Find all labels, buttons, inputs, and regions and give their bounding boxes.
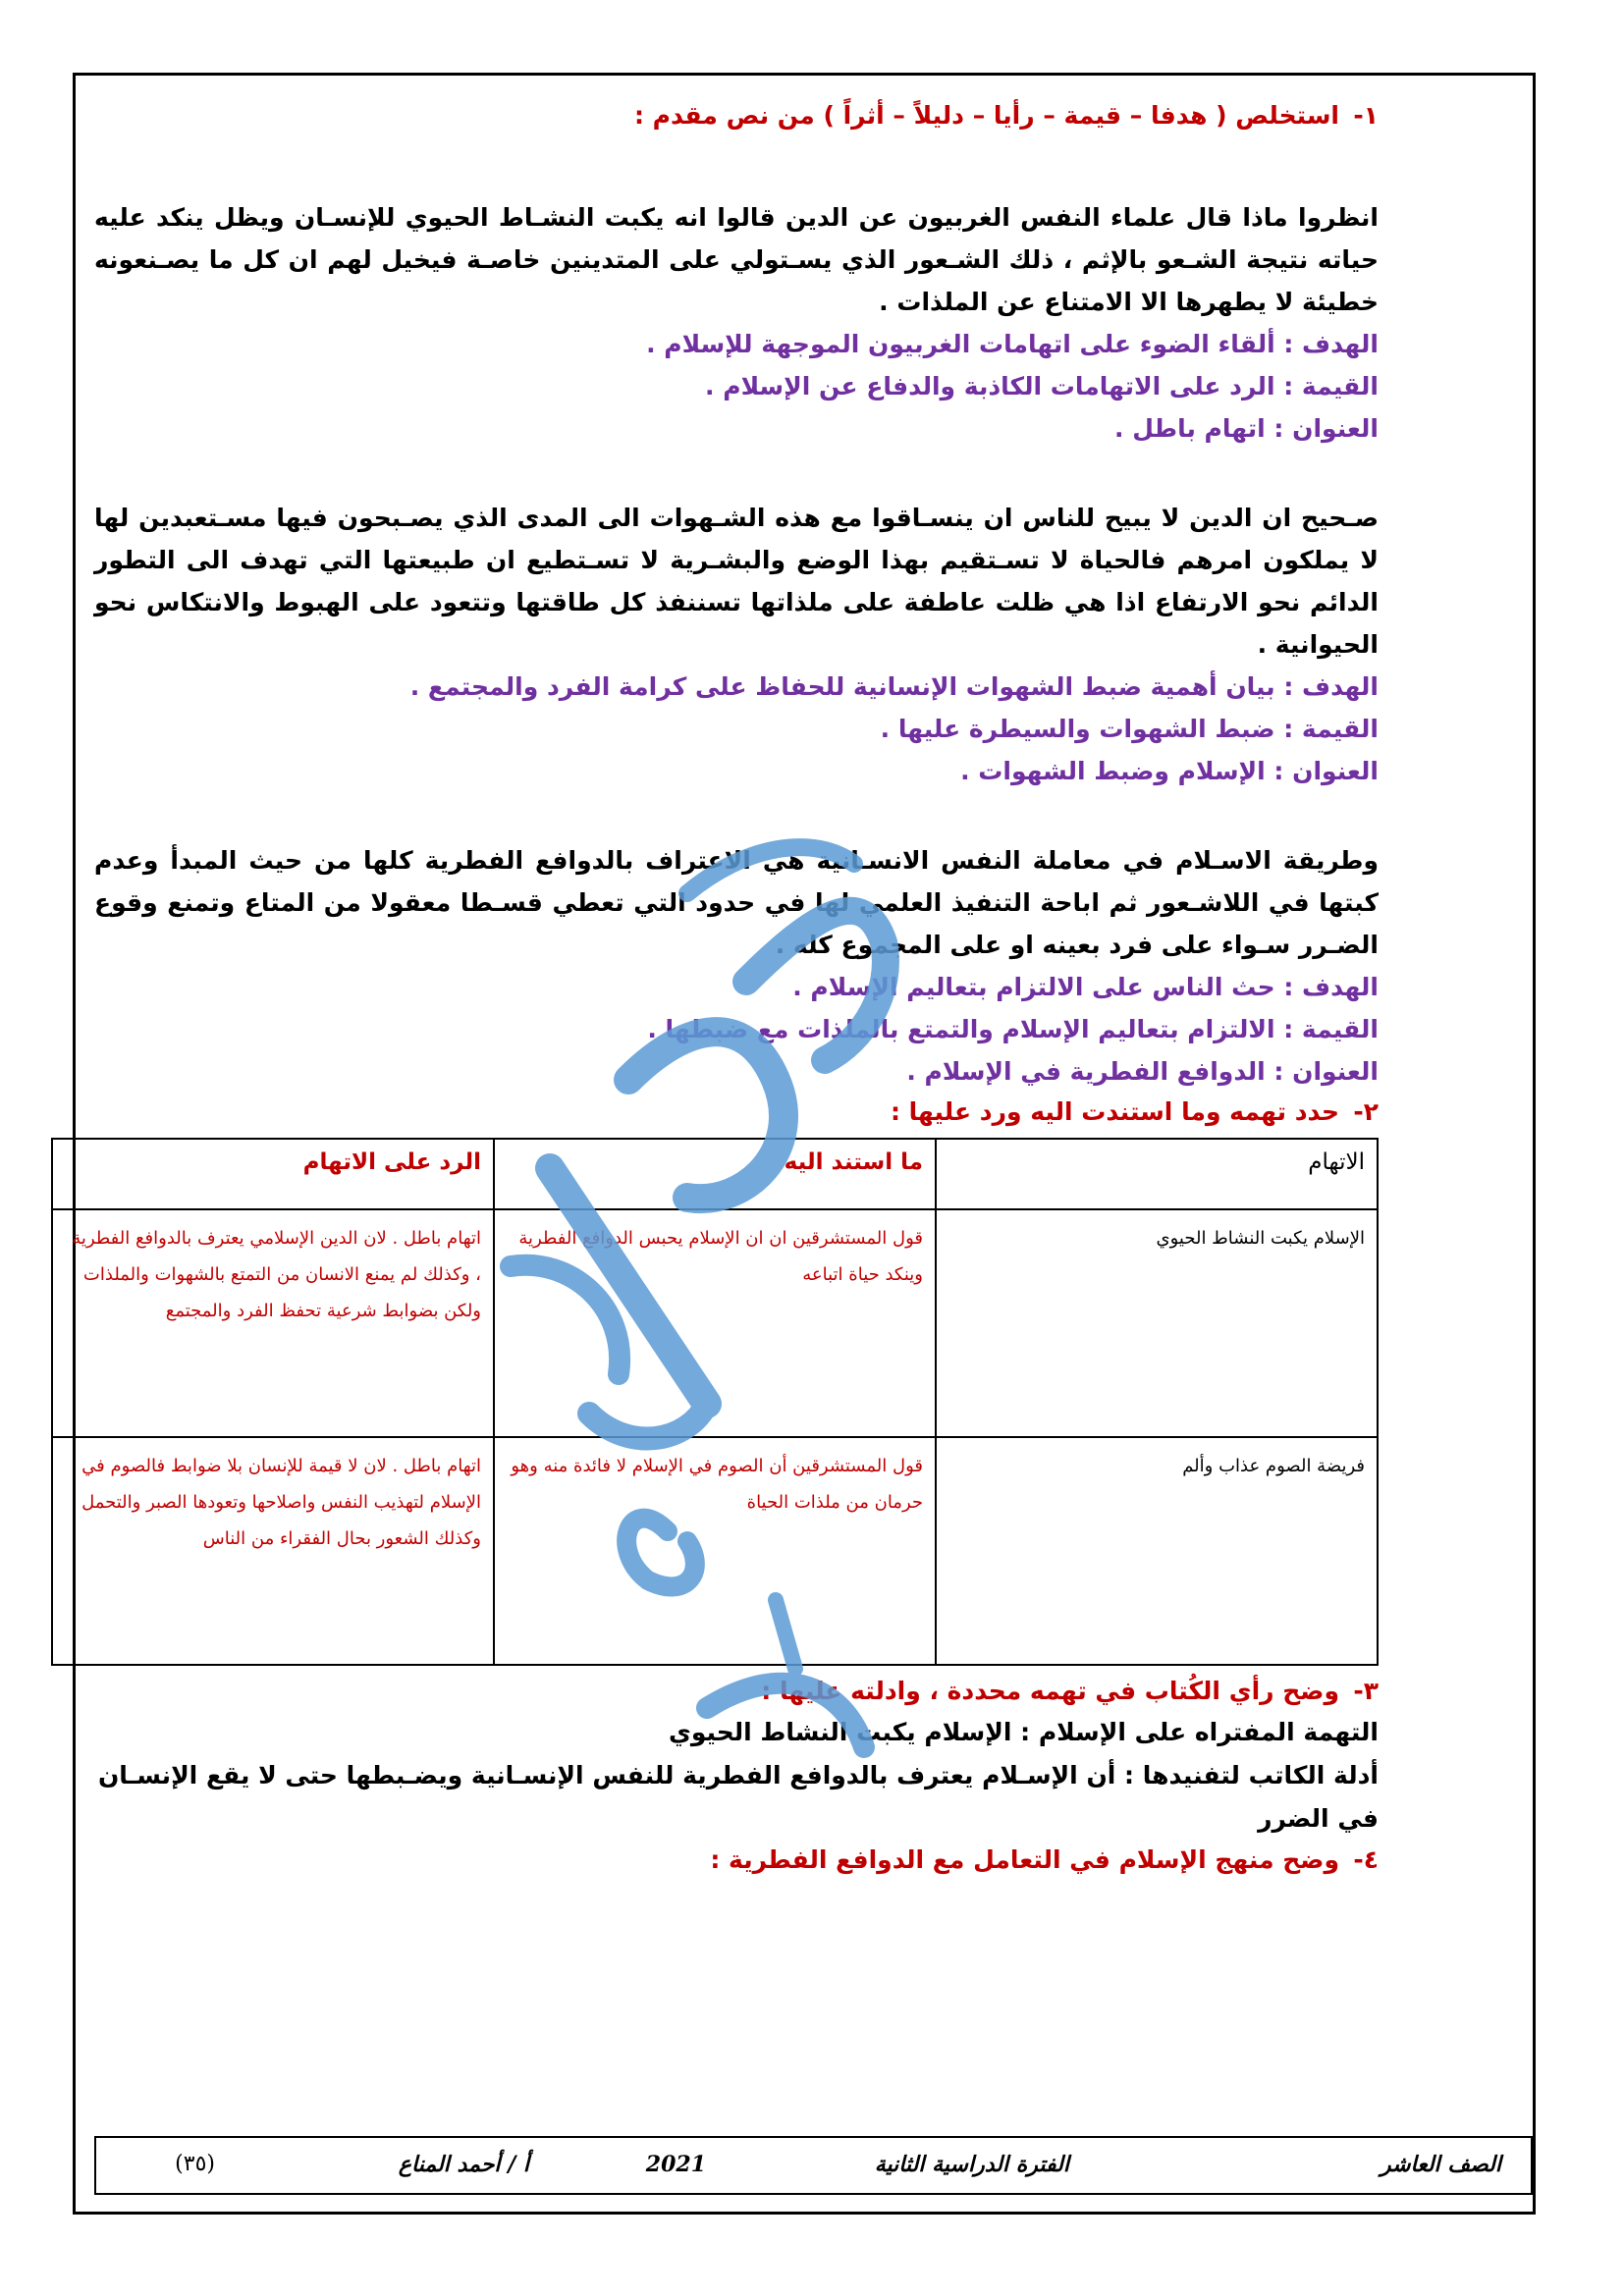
question-1-heading xyxy=(94,96,1379,135)
header-reply: الرد على الاتهام xyxy=(52,1139,494,1209)
passage-goal: الهدف : حث الناس على الالتزام بتعاليم الإسلام . xyxy=(792,973,1379,1001)
passage-2 xyxy=(94,497,1379,792)
passage-value: القيمة : الرد على الاتهامات الكاذبة والدفاع عن الإسلام . xyxy=(705,372,1379,400)
question-number: ٤- xyxy=(1353,1845,1379,1874)
passage-value: القيمة : الالتزام بتعاليم الإسلام والتمتع بالملذات مع ضبطها . xyxy=(647,1015,1379,1043)
footer-author: أ / أحمد المناع xyxy=(398,2152,529,2177)
q3-accusation-line: التهمة المفتراه على الإسلام : الإسلام يكبت النشاط الحيوي xyxy=(668,1718,1379,1746)
question-number: ٣- xyxy=(1353,1677,1379,1705)
table-row xyxy=(52,1209,1378,1437)
cell-basis: قول المستشرقين ان ان الإسلام يحبس الدوافع الفطرية وينكد حياة اتباعه xyxy=(494,1209,936,1437)
header-accusation: الاتهام xyxy=(936,1139,1378,1209)
question-text: استخلص ( هدفا – قيمة – رأيا – دليلاً – أثراً ) من نص مقدم : xyxy=(633,101,1339,130)
passage-title: العنوان : الدوافع الفطرية في الإسلام . xyxy=(906,1057,1379,1086)
question-number: ٢- xyxy=(1353,1097,1379,1126)
passage-1 xyxy=(94,196,1379,450)
question-text: وضح رأي الكُتاب في تهمه محددة ، وادلته عليها : xyxy=(761,1677,1339,1705)
passage-text: انظروا ماذا قال علماء النفس الغربيون عن الدين قالوا انه يكبت النشـاط الحيوي للإنسـان ويظل ينكد عليه حياته نتيجة الشـعو بالإثم ، ذلك الشـعور الذي يسـتولي على المتدينين خاصـة فيخيل لهم ان كل ما يصـنعونه خطيئة لا يطهرها الا الامتناع عن الملذات . xyxy=(94,203,1379,316)
question-3-heading xyxy=(94,1672,1379,1711)
passage-title: العنوان : اتهام باطل . xyxy=(1114,414,1379,443)
header-basis: ما استند اليه xyxy=(494,1139,936,1209)
q3-evidence-line: أدلة الكاتب لتفنيدها : أن الإسـلام يعترف بالدوافع الفطرية للنفس الإنسـانية ويضـبطها حتى لا يقع الإنسـان في الضرر xyxy=(97,1761,1379,1833)
cell-accusation: فريضة الصوم عذاب وألم xyxy=(936,1437,1378,1665)
footer-year: 2021 xyxy=(645,2152,706,2177)
passage-goal: الهدف : بيان أهمية ضبط الشهوات الإنسانية للحفاظ على كرامة الفرد والمجتمع . xyxy=(409,672,1379,701)
footer-term: الفترة الدراسية الثانية xyxy=(874,2152,1069,2177)
cell-reply: اتهام باطل . لان الدين الإسلامي يعترف بالدوافع الفطرية ، وكذلك لم يمنع الانسان من التمتع بالشهوات والملذات ولكن بضوابط شرعية تحفظ الفرد والمجتمع xyxy=(52,1209,494,1437)
question-text: وضح منهج الإسلام في التعامل مع الدوافع الفطرية : xyxy=(710,1845,1339,1874)
cell-basis: قول المستشرقين أن الصوم في الإسلام لا فائدة منه وهو حرمان من ملذات الحياة xyxy=(494,1437,936,1665)
question-2-heading xyxy=(94,1093,1379,1132)
cell-accusation: الإسلام يكبت النشاط الحيوي xyxy=(936,1209,1378,1437)
table-row xyxy=(52,1437,1378,1665)
passage-goal: الهدف : ألقاء الضوء على اتهامات الغربيون الموجهة للإسلام . xyxy=(646,330,1379,358)
footer-grade: الصف العاشر xyxy=(1380,2152,1501,2177)
table-header-row xyxy=(52,1139,1378,1209)
question-text: حدد تهمه وما استندت اليه ورد عليها : xyxy=(890,1097,1339,1126)
passage-3 xyxy=(94,839,1379,1093)
passage-text: صـحيح ان الدين لا يبيح للناس ان ينسـاقوا مع هذه الشـهوات الى المدى الذي يصـبحون فيها مسـتعبدين لها لا يملكون امرهم فالحياة لا تسـتقيم بهذا الوضع والبشـرية لا تسـتطيع ان طبيعتها التي تهدف الى التطور الدائم نحو الارتفاع اذا هي ظلت عاطفة على ملذاتها تسننفذ كل طاقتها وتتعود على الهبوط والانتكاس نحو الحيوانية . xyxy=(94,504,1379,659)
passage-value: القيمة : ضبط الشهوات والسيطرة عليها . xyxy=(880,715,1379,743)
passage-text: وطريقة الاسـلام في معاملة النفس الانسـانية هي الاعتراف بالدوافع الفطرية كلها من حيث المبدأ وعدم كبتها في اللاشـعور ثم اباحة التنفيذ العلمي لها في حدود التي تعطي قسـطا معقولا من المتاع وتمنع وقوع الضـرر سـواء على فرد بعينه او على المجموع كله . xyxy=(94,846,1379,959)
cell-reply: اتهام باطل . لان لا قيمة للإنسان بلا ضوابط فالصوم في الإسلام لتهذيب النفس واصلاحها وتعودها الصبر والتحمل وكذلك الشعور بحال الفقراء من الناس xyxy=(52,1437,494,1665)
accusations-table xyxy=(51,1138,1379,1666)
footer-page-number: (٣٥) xyxy=(175,2152,215,2176)
page-footer xyxy=(94,2136,1533,2195)
question-4-heading xyxy=(94,1841,1379,1880)
question-number: ١- xyxy=(1353,101,1379,130)
passage-title: العنوان : الإسلام وضبط الشهوات . xyxy=(960,757,1379,785)
page-content xyxy=(72,96,1379,1880)
